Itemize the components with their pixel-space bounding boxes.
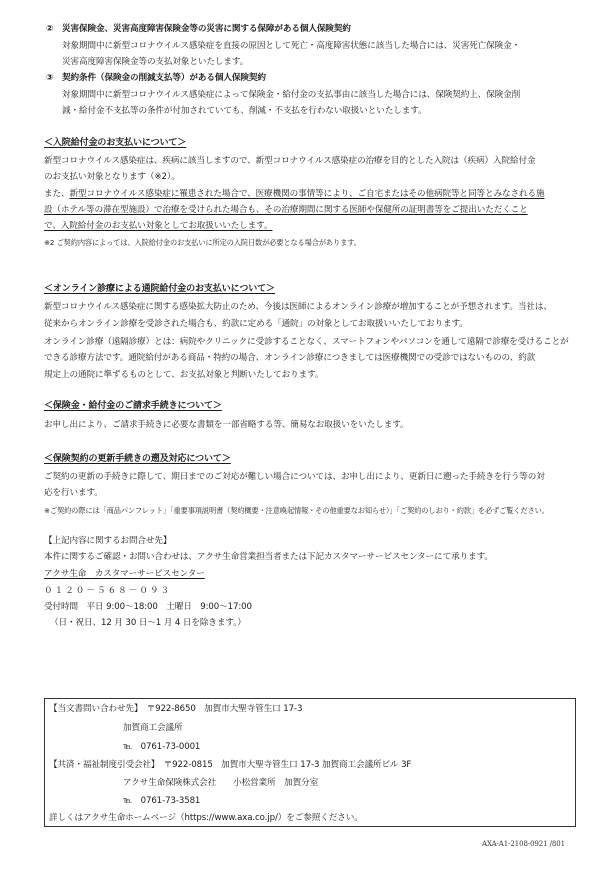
- body-text: 応を行います。: [44, 488, 103, 498]
- body-text-plain: また、: [44, 189, 70, 199]
- footnote: ※ご契約の際には「商品パンフレット」「重要事項説明書（契約概要・注意喚起情報・その他重要なお知らせ）」「ご契約のしおり・約款」を必ずご覧ください。: [44, 506, 549, 515]
- body-text: 減・給付金不支払等の条件が付加されていても、削減・不支払を行わない取扱いといたします。: [62, 106, 427, 116]
- section-number: ③: [46, 73, 54, 83]
- body-text: 対象期間中に新型コロナウイルス感染症によって保険金・給付金の支払事由に該当した場合には、保険契約上、保険金削: [62, 90, 521, 100]
- inquiry-row: アクサ生命保険株式会社 小松営業所 加賀分室: [123, 778, 319, 788]
- section-heading: ＜入院給付金のお支払いについて＞: [44, 138, 187, 148]
- body-text: お申し出により、ご請求手続きに必要な書類を一部省略する等、簡易なお取扱いをいたします。: [44, 420, 409, 430]
- body-text: ご契約の更新の手続きに際して、期日までのご対応が難しい場合については、お申し出により、更新日に遡った手続きを行う等の対: [44, 472, 545, 482]
- body-text-underlined: で、入院給付金のお支払い対象としてお取扱いいたします。: [44, 221, 273, 231]
- service-center-name: アクサ生命 カスタマーサービスセンター: [44, 569, 205, 579]
- inquiry-phone: ℡ 0761-73-3581: [123, 796, 201, 806]
- body-text: 規定上の通院に準ずるものとして、お支払対象と判断いたしております。: [44, 370, 324, 380]
- body-text-underlined: 設（ホテル等の滞在型施設）で治療を受けられた場合も、その治療期間に関する医師や保健所の証明書等をご提出いただくこと: [44, 205, 528, 215]
- body-text: 従来からオンライン診療を受診された場合も、約款に定める「通院」の対象としてお取扱いいたしております。: [44, 319, 468, 329]
- body-text: 新型コロナウイルス感染症に関する感染拡大防止のため、今後は医師によるオンライン診療が増加することが予想されます。当社は、: [44, 302, 552, 312]
- body-text: 新型コロナウイルス感染症は、疾病に該当しますので、新型コロナウイルス感染症の治療を目的とした入院は（疾病）入院給付金: [44, 156, 536, 166]
- body-text-underlined: 新型コロナウイルス感染症に罹患された場合で、医療機関の事情等により、ご自宅またはその他病院等と同等とみなされる施: [69, 189, 545, 199]
- contact-heading: 【上記内容に関するお問合せ先】: [44, 536, 172, 546]
- body-text: 本件に関するご確認・お問い合わせは、アクサ生命営業担当者または下記カスタマーサービスセンターにて承ります。: [44, 552, 493, 562]
- body-text: 対象期間中に新型コロナウイルス感染症を直接の原因として死亡・高度障害状態に該当した場合には、災害死亡保険金・: [62, 41, 521, 51]
- section-title: 契約条件（保険金の削減支払等）がある個人保険契約: [62, 73, 266, 83]
- document-code: AXA-A1-2108-0921 /801: [482, 840, 565, 848]
- inquiry-row: 加賀商工会議所: [123, 723, 183, 733]
- business-hours: 受付時間 平日 9:00～18:00 土曜日 9:00～17:00: [44, 602, 252, 612]
- inquiry-phone: ℡ 0761-73-0001: [123, 742, 201, 752]
- body-text: できる診療方法です。通院給付がある商品・特約の場合、オンライン診療につきましては医療機関での受診ではないものの、約款: [44, 353, 536, 363]
- section-heading: ＜保険金・給付金のご請求手続きについて＞: [44, 401, 222, 411]
- inquiry-row: 【共済・福祉制度引受会社】 〒922-0815 加賀市大聖寺管生口 17-3 加賀商工会議所ビル 3F: [49, 760, 412, 770]
- body-text: 災害高度障害保険金等の支払対象といたします。: [62, 57, 249, 67]
- website-note[interactable]: 詳しくはアクサ生命ホームページ（https://www.axa.co.jp/）をご参照ください。: [49, 813, 363, 823]
- section-title: 災害保険金、災害高度障害保険金等の災害に関する保障がある個人保険契約: [62, 24, 351, 34]
- closed-days: （日・祝日、12 月 30 日～1 月 4 日を除きます。）: [50, 618, 246, 628]
- section-heading: ＜オンライン診療による通院給付金のお支払いについて＞: [44, 284, 275, 294]
- body-text: のお支払い対象となります（※2）。: [44, 172, 180, 182]
- body-text: オンライン診療（遠隔診療）とは：病院やクリニックに受診することなく、スマートフォンやパソコンを通して遠隔で診療を受けることが: [44, 337, 569, 347]
- phone-number[interactable]: ０１２０－５６８－０９３: [44, 586, 172, 596]
- section-heading: ＜保険契約の更新手続きの遡及対応について＞: [44, 454, 231, 464]
- footnote: ※2 ご契約内容によっては、入院給付金のお支払いに所定の入院日数が必要となる場合があります。: [44, 238, 361, 247]
- body-text: [44, 188, 544, 200]
- section-number: ②: [46, 24, 54, 34]
- inquiry-row: 【当文書問い合わせ先】 〒922-8650 加賀市大聖寺管生口 17-3: [49, 704, 303, 714]
- inquiry-box: [44, 698, 576, 827]
